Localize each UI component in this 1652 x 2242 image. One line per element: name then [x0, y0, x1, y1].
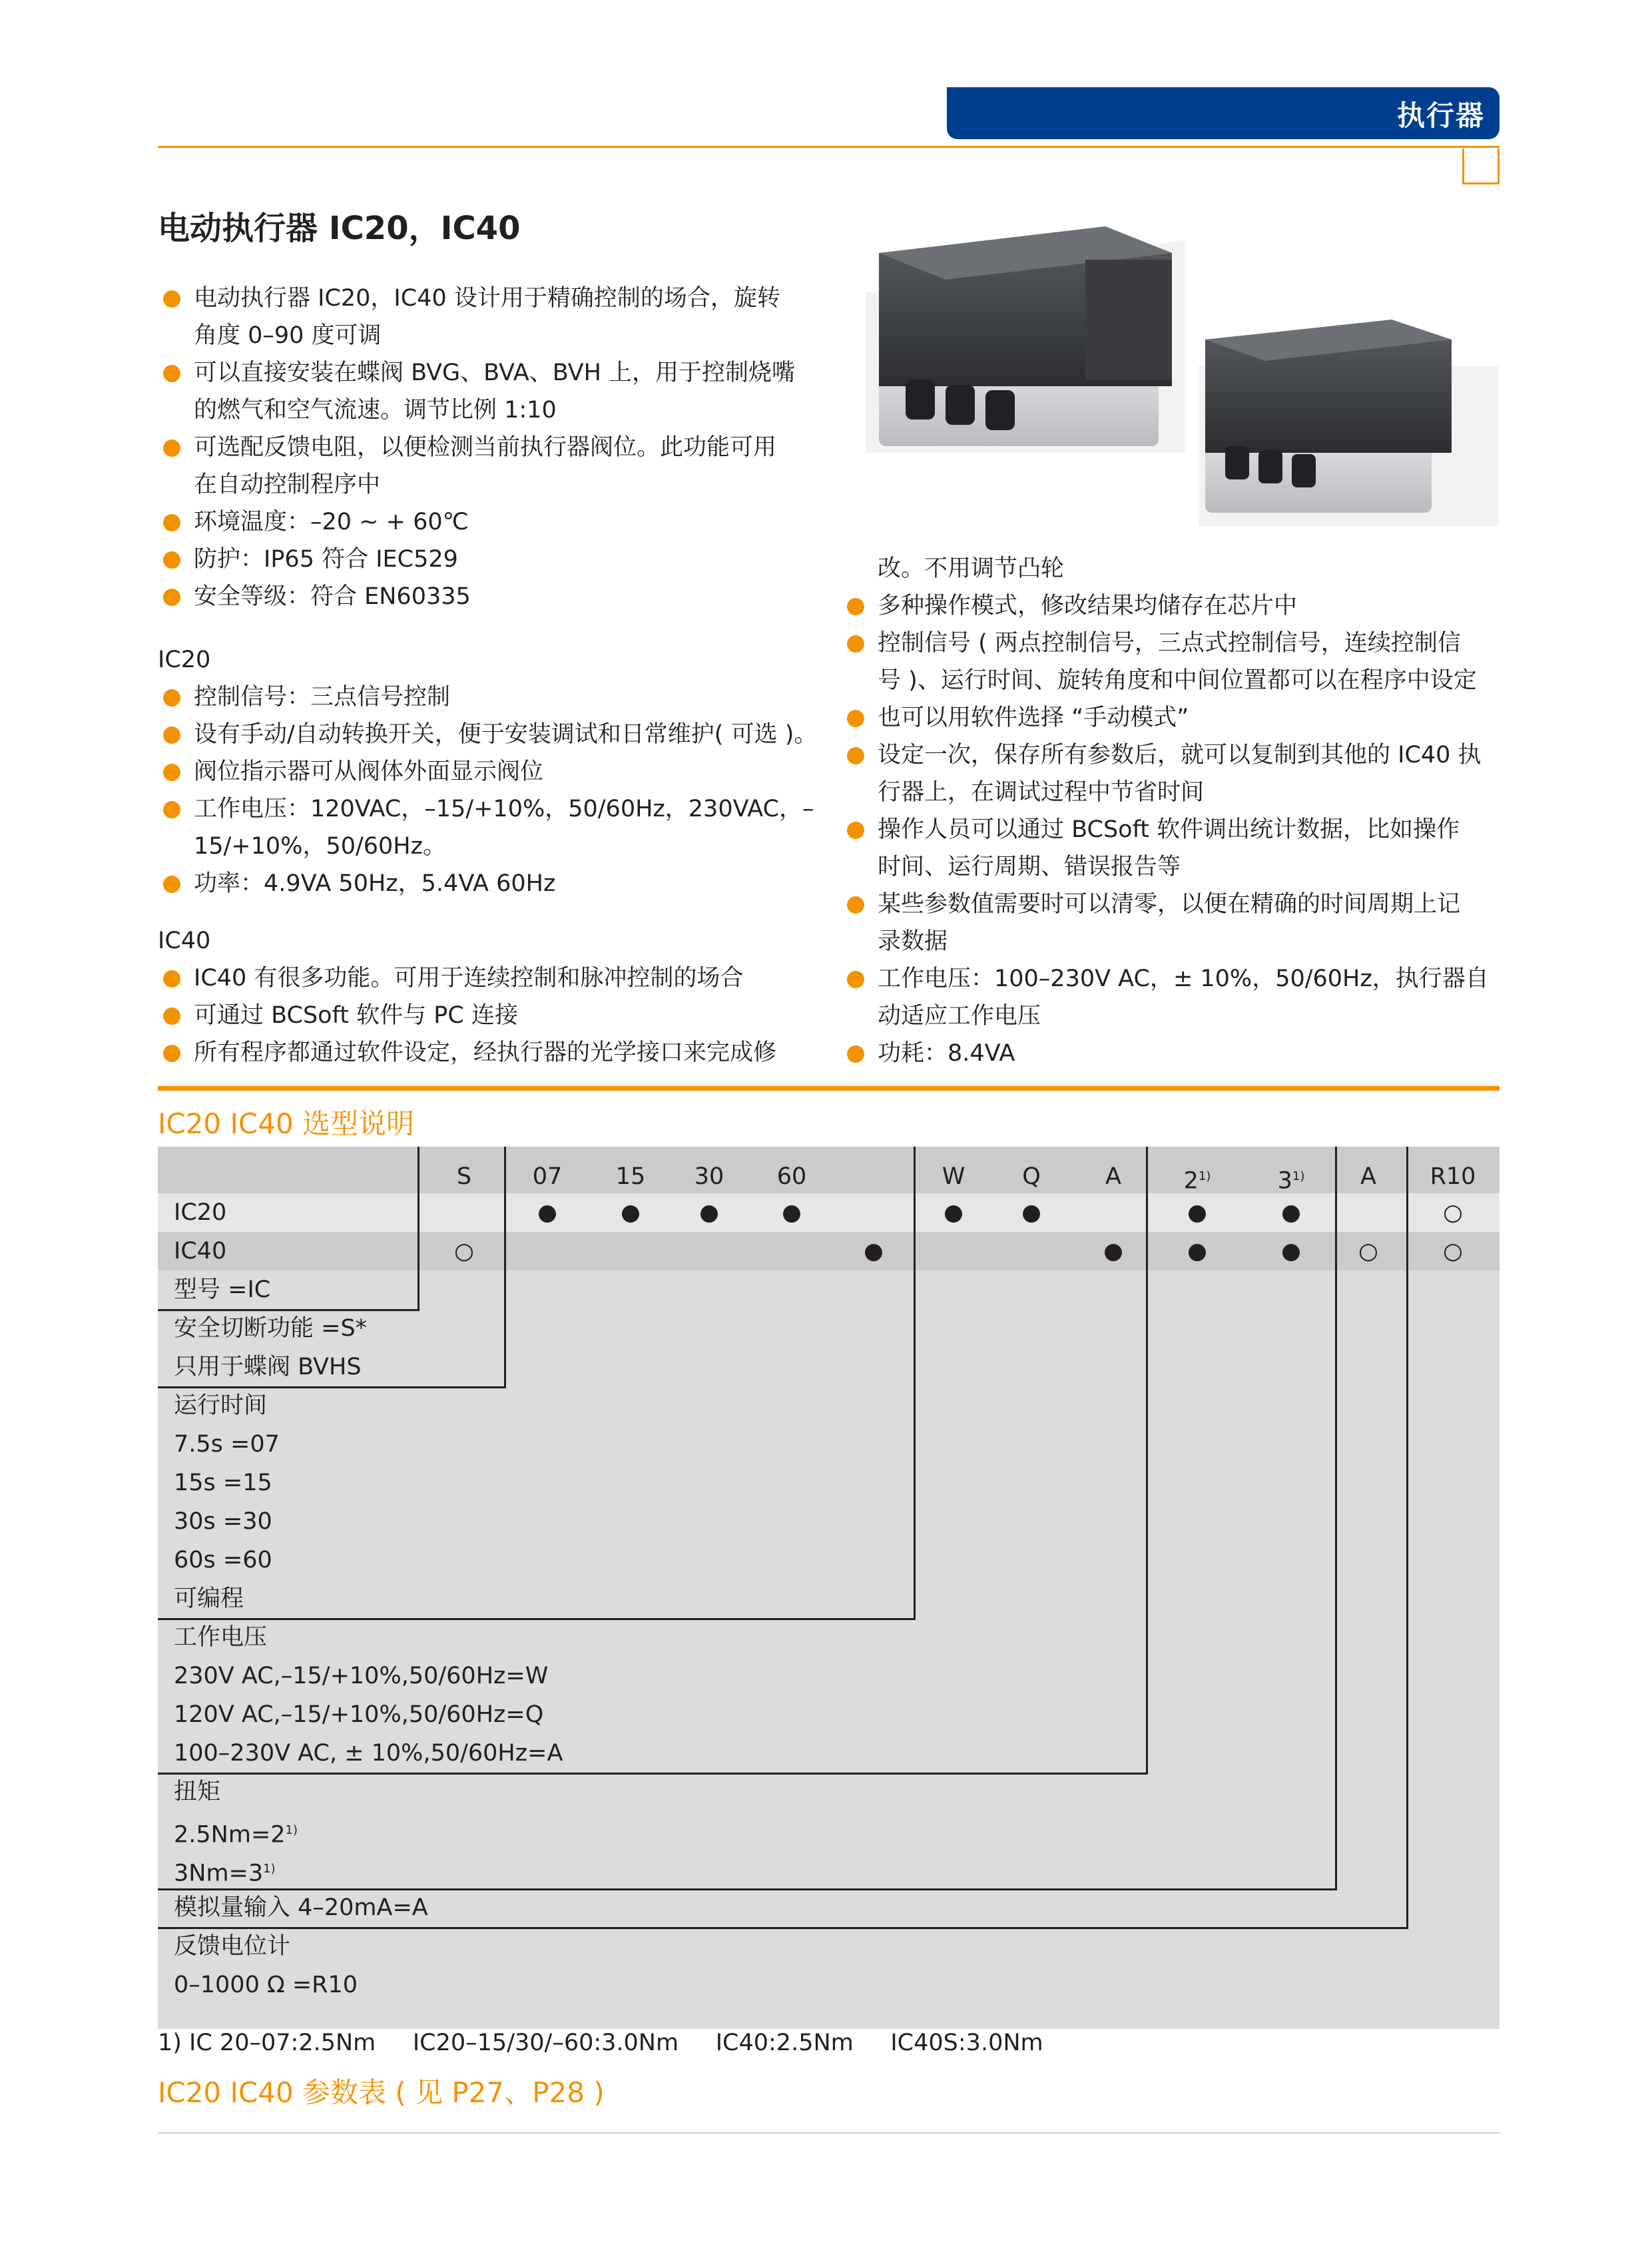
right-bullet-continued: 行器上，在调试过程中节省时间: [878, 779, 1205, 806]
right-bullet: 设定一次，保存所有参数后，就可以复制到其他的 IC40 执: [842, 736, 1489, 774]
intro-bullet-continued: 在自动控制程序中: [194, 471, 381, 498]
section-header-title: 执行器: [1396, 99, 1485, 132]
intro-bullet: 环境温度：–20 ~ + 60℃: [158, 503, 795, 541]
ic40-bullet-list: [158, 960, 776, 1071]
ic20-bullet: 设有手动/自动转换开关，便于安装调试和日常维护( 可选 )。: [158, 716, 817, 753]
filled-dot-mark: ●: [782, 1199, 802, 1226]
legend-row: 230V AC,–15/+10%,50/60Hz=W: [174, 1663, 549, 1689]
right-bullet-continued: 时间、运行周期、错误报告等: [878, 854, 1181, 880]
right-bullet-continued: 号 )、运行时间、旋转角度和中间位置都可以在程序中设定: [878, 667, 1477, 694]
filled-dot-mark: ●: [537, 1199, 557, 1226]
filled-dot-mark: ●: [1103, 1238, 1123, 1264]
column-header: 07: [532, 1163, 563, 1190]
ic20-heading: IC20: [158, 647, 211, 673]
bracket-horizontal-line: [158, 1773, 1148, 1775]
table-footnote: 1) IC 20–07:2.5Nm IC20–15/30/–60:3.0Nm IC40:2.5Nm IC40S:3.0Nm: [158, 2030, 1043, 2056]
intro-bullet: 可以直接安装在蝶阀 BVG、BVA、BVH 上，用于控制烧嘴: [158, 354, 795, 392]
ic40-heading: IC40: [158, 928, 211, 954]
ic40-bullet: IC40 有很多功能。可用于连续控制和脉冲控制的场合: [158, 960, 776, 997]
product-photo: [866, 213, 1498, 526]
legend-row: 模拟量输入 4–20mA=A: [174, 1894, 428, 1921]
legend-row: 60s =60: [174, 1547, 272, 1573]
right-bullet: 控制信号 ( 两点控制信号，三点式控制信号，连续控制信: [842, 625, 1489, 662]
intro-bullet-continued: 的燃气和空气流速。调节比例 1:10: [194, 397, 557, 423]
column-header: 3$^{1)}$: [1277, 1167, 1305, 1195]
right-bullet: 工作电压：100–230V AC，± 10%，50/60Hz，执行器自: [842, 960, 1489, 997]
page-title: 电动执行器 IC20，IC40: [158, 210, 521, 247]
filled-dot-mark: ●: [699, 1199, 719, 1226]
hollow-circle-mark: ○: [454, 1238, 474, 1264]
right-continuation: 改。不用调节凸轮: [878, 555, 1065, 582]
bracket-horizontal-line: [158, 1386, 506, 1388]
model-label: IC20: [174, 1199, 227, 1226]
model-label: IC40: [174, 1238, 227, 1264]
intro-bullet: 防护：IP65 符合 IEC529: [158, 541, 795, 578]
legend-row: 7.5s =07: [174, 1431, 280, 1458]
column-header: 30: [694, 1163, 724, 1190]
ic40-bullet: 可通过 BCSoft 软件与 PC 连接: [158, 997, 776, 1034]
column-header: 2$^{1)}$: [1183, 1167, 1211, 1195]
legend-row: 可编程: [174, 1585, 244, 1612]
actuator-small: [1199, 320, 1498, 526]
legend-row: 安全切断功能 =S*: [174, 1315, 368, 1342]
bracket-vertical-line: [1335, 1147, 1337, 1890]
filled-dot-mark: ●: [944, 1199, 964, 1226]
column-header: R10: [1430, 1163, 1476, 1190]
right-bullet: 功耗：8.4VA: [842, 1035, 1489, 1072]
filled-dot-mark: ●: [1021, 1199, 1041, 1226]
legend-row: 30s =30: [174, 1508, 272, 1535]
ic20-bullet: 阀位指示器可从阀体外面显示阀位: [158, 753, 817, 790]
intro-bullet-continued: 角度 0–90 度可调: [194, 322, 382, 349]
right-bullet-continued: 录数据: [878, 928, 948, 955]
legend-row: $3Nm=3^{1)}$: [174, 1860, 276, 1887]
column-header: W: [942, 1163, 965, 1190]
bracket-horizontal-line: [158, 1309, 419, 1311]
filled-dot-mark: ●: [1281, 1238, 1301, 1264]
intro-bullet: 安全等级：符合 EN60335: [158, 578, 795, 615]
ic20-bullet-continued: 15/+10%，50/60Hz。: [194, 833, 447, 860]
column-header: 15: [615, 1163, 646, 1190]
ic20-bullet: 功率：4.9VA 50Hz，5.4VA 60Hz: [158, 865, 817, 902]
legend-row: 型号 =IC: [174, 1276, 271, 1303]
selection-title: IC20 IC40 选型说明: [158, 1107, 415, 1140]
params-title: IC20 IC40 参数表 ( 见 P27、P28 ): [158, 2076, 605, 2109]
legend-row: 扭矩: [174, 1779, 221, 1805]
legend-row: 120V AC,–15/+10%,50/60Hz=Q: [174, 1701, 544, 1728]
filled-dot-mark: ●: [1187, 1238, 1207, 1264]
right-bullet: 多种操作模式，修改结果均储存在芯片中: [842, 587, 1489, 625]
bracket-horizontal-line: [158, 1618, 916, 1620]
section-rule: [158, 1086, 1500, 1091]
legend-row: 反馈电位计: [174, 1933, 291, 1960]
legend-row: 15s =15: [174, 1470, 272, 1496]
column-header: A: [1360, 1163, 1376, 1190]
legend-row: 工作电压: [174, 1624, 268, 1651]
legend-row: $2.5Nm=2^{1)}$: [174, 1821, 298, 1848]
column-header: Q: [1022, 1163, 1041, 1190]
filled-dot-mark: ●: [621, 1199, 641, 1226]
legend-row: 0–1000 Ω =R10: [174, 1972, 358, 1998]
filled-dot-mark: ●: [864, 1238, 884, 1264]
bracket-horizontal-line: [158, 1888, 1337, 1890]
bracket-vertical-line: [1146, 1147, 1148, 1774]
hollow-circle-mark: ○: [1443, 1238, 1463, 1264]
right-bullet: 也可以用软件选择 “手动模式”: [842, 699, 1489, 736]
intro-bullet-list: [158, 280, 795, 615]
column-header: S: [456, 1163, 472, 1190]
ic40-bullet: 所有程序都通过软件设定，经执行器的光学接口来完成修: [158, 1034, 776, 1071]
selection-table: [158, 1147, 1500, 2029]
section-header-bar: [947, 87, 1500, 139]
bracket-vertical-line: [1406, 1147, 1408, 1928]
right-bullet: 操作人员可以通过 BCSoft 软件调出统计数据，比如操作: [842, 811, 1489, 848]
filled-dot-mark: ●: [1281, 1199, 1301, 1226]
bracket-vertical-line: [504, 1147, 506, 1388]
bracket-vertical-line: [417, 1147, 419, 1310]
header-rule: [158, 146, 1500, 148]
right-bullet-continued: 动适应工作电压: [878, 1003, 1041, 1029]
legend-row: 运行时间: [174, 1392, 268, 1419]
legend-row: 只用于蝶阀 BVHS: [174, 1354, 362, 1380]
right-bullet: 某些参数值需要时可以清零，以便在精确的时间周期上记: [842, 886, 1489, 923]
column-header: 60: [776, 1163, 807, 1190]
right-bullet-list: [842, 587, 1489, 1072]
bottom-rule: [158, 2132, 1500, 2133]
hollow-circle-mark: ○: [1443, 1199, 1463, 1226]
legend-row: 100–230V AC, ± 10%,50/60Hz=A: [174, 1740, 563, 1767]
bracket-horizontal-line: [158, 1927, 1408, 1929]
intro-bullet: 可选配反馈电阻，以便检测当前执行器阀位。此功能可用: [158, 429, 795, 466]
ic20-bullet: 工作电压：120VAC，–15/+10%，50/60Hz，230VAC，–: [158, 790, 817, 828]
filled-dot-mark: ●: [1187, 1199, 1207, 1226]
intro-bullet: 电动执行器 IC20，IC40 设计用于精确控制的场合，旋转: [158, 280, 795, 317]
bracket-vertical-line: [914, 1147, 916, 1619]
header-corner-box: [1462, 148, 1500, 184]
ic20-bullet: 控制信号：三点信号控制: [158, 679, 817, 716]
ic20-bullet-list: [158, 679, 817, 902]
column-header: A: [1105, 1163, 1121, 1190]
actuator-large: [866, 226, 1185, 453]
hollow-circle-mark: ○: [1358, 1238, 1378, 1264]
